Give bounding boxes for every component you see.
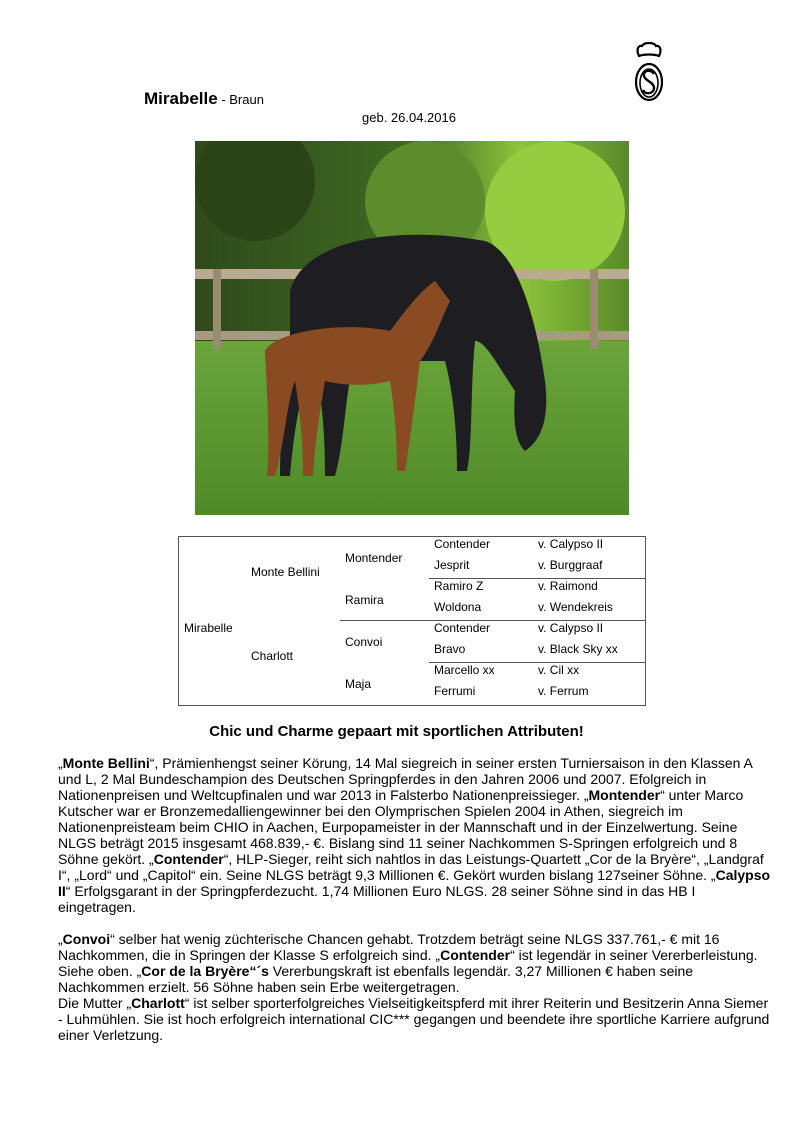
bold-horse-name: Montender — [588, 787, 661, 803]
text-segment: „ — [58, 931, 63, 947]
pedigree-great-grandparent: Contender — [434, 621, 491, 635]
description-text — [58, 755, 772, 1043]
pedigree-dam: Charlott — [251, 649, 294, 663]
pedigree-great-grandparent: Jesprit — [434, 558, 470, 572]
bold-horse-name: Contender — [440, 947, 511, 963]
text-segment: “ ist selber sporterfolgreiches Vielseitigkeitspferd mit ihrer Reiterin und Besitzerin Anna Siemer - Luhmühlen. Sie ist hoch erfolgreich international CIC*** gegangen und beendete ihre sportliche Karriere aufgrund einer Verletzung. — [58, 995, 770, 1043]
pedigree-horse: Mirabelle — [184, 621, 233, 635]
paragraph — [58, 755, 772, 915]
pedigree-great-grandparent-sire: v. Raimond — [538, 579, 598, 593]
text-segment: Vererbungskraft ist ebenfalls legendär. 3,27 Millionen € haben seine Nachkommen erzielt. 56 Söhne haben sein Erbe weitergetragen. — [58, 963, 694, 995]
pedigree-sire: Monte Bellini — [251, 565, 320, 579]
pedigree-great-grandparent-sire: v. Wendekreis — [538, 600, 613, 614]
horse-photo — [195, 141, 629, 515]
horse-title — [144, 89, 264, 109]
pedigree-grandparent: Montender — [345, 551, 403, 565]
pedigree-great-grandparent: Marcello xx — [434, 663, 495, 677]
pedigree-great-grandparent-sire: v. Cil xx — [538, 663, 580, 677]
pedigree-great-grandparent: Contender — [434, 537, 491, 551]
bold-horse-name: Monte Bellini — [62, 755, 150, 771]
pedigree-great-grandparent-sire: v. Ferrum — [538, 684, 589, 698]
pedigree-great-grandparent-sire: v. Black Sky xx — [538, 642, 618, 656]
text-segment: “ unter Marco Kutscher war er Bronzemedalliengewinner bei den Olymprischen Spielen 2004 in Athen, siegreich im Nationenpreisteam beim CHIO in Aachen, Eurpopameister in der Mannschaft und in der Einzelwertung. Seine NLGS beträgt 2015 insgesamt 468.839,- €. Bislang sind 11 seiner Nachkommen S-Springen erfolgreich und 8 Söhne gekört. „ — [58, 787, 744, 867]
brand-logo-icon — [632, 40, 666, 104]
pedigree-great-grandparent: Woldona — [434, 600, 482, 614]
bold-horse-name: Calypso II — [58, 867, 771, 899]
birth-date: geb. 26.04.2016 — [362, 110, 456, 125]
paragraph — [58, 931, 772, 995]
text-segment: “ ist legendär in seiner Vererberleistung. Siehe oben. „ — [58, 947, 758, 979]
horse-name: Mirabelle — [144, 89, 218, 108]
pedigree-great-grandparent: Bravo — [434, 642, 466, 656]
pedigree-table — [178, 536, 646, 706]
pedigree-grandparent: Maja — [345, 677, 372, 691]
text-segment: „ — [58, 755, 63, 771]
horse-color: - Braun — [217, 92, 264, 107]
pedigree-great-grandparent-sire: v. Calypso II — [538, 621, 604, 635]
bold-horse-name: Convoi — [62, 931, 111, 947]
text-segment: “, HLP-Sieger, reiht sich nahtlos in das Leistungs-Quartett „Cor de la Bryère“, „Landgraf I“, „Lord“ und „Capitol“ ein. Seine NLGS beträgt 9,3 Millionen €. Gekört wurden bislang 127seiner Söhne. „ — [58, 851, 764, 883]
text-segment: “, Prämienhengst seiner Körung, 14 Mal siegreich in seiner ersten Turniersaison in den Klassen A und L, 2 Mal Bundeschampion des Deutschen Springpferdes in den Jahren 2006 und 2007. Efolgreich in Nationenpreisen und Weltcupfinalen und war 2013 in Falsterbo Nationenpreissieger. „ — [58, 755, 753, 803]
pedigree-great-grandparent: Ramiro Z — [434, 579, 484, 593]
pedigree-great-grandparent-sire: v. Calypso II — [538, 537, 604, 551]
pedigree-great-grandparent: Ferrumi — [434, 684, 476, 698]
pedigree-grandparent: Ramira — [345, 593, 384, 607]
pedigree-great-grandparent-sire: v. Burggraaf — [538, 558, 603, 572]
bold-horse-name: Cor de la Bryère“´s — [141, 963, 269, 979]
bold-horse-name: Contender — [153, 851, 224, 867]
paragraph — [58, 995, 772, 1043]
text-segment: “ selber hat wenig züchterische Chancen gehabt. Trotzdem beträgt seine NLGS 337.761,- € mit 16 Nachkommen, die in Springen der Klasse S erfolgreich sind. „ — [58, 931, 720, 963]
text-segment: Die Mutter „ — [58, 995, 132, 1011]
bold-horse-name: Charlott — [131, 995, 185, 1011]
text-segment: “ Erfolgsgarant in der Springpferdezucht. 1,74 Millionen Euro NLGS. 28 seiner Söhne sind in das HB I eingetragen. — [58, 883, 696, 915]
pedigree-grandparent: Convoi — [345, 635, 383, 649]
headline: Chic und Charme gepaart mit sportlichen Attributen! — [209, 723, 584, 740]
